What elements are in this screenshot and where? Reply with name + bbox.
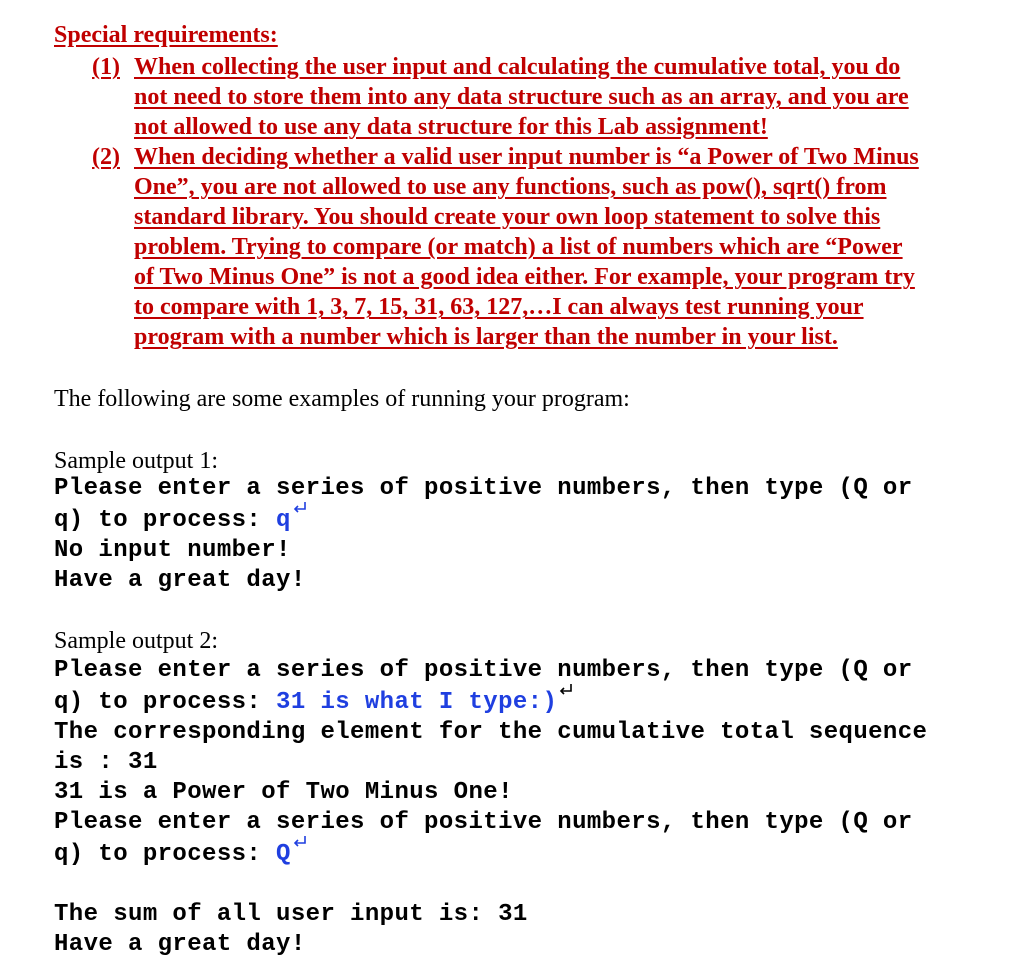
requirement-line: When collecting the user input and calculating the cumulative total, you do xyxy=(134,54,901,80)
console-line xyxy=(54,688,573,718)
console-line: The corresponding element for the cumulative total sequence xyxy=(54,719,928,746)
requirement-line: to compare with 1, 3, 7, 15, 31, 63, 127,…I can always test running your xyxy=(134,294,864,320)
requirement-line: not need to store them into any data structure such as an array, and you are xyxy=(134,84,909,110)
intro-text: The following are some examples of running your program: xyxy=(54,386,630,412)
requirement-line: One”, you are not allowed to use any functions, such as pow(), sqrt() from xyxy=(134,174,887,200)
requirement-line: not allowed to use any data structure for this Lab assignment! xyxy=(134,114,768,140)
requirement-item-2 xyxy=(92,142,1012,352)
return-icon xyxy=(293,846,307,860)
user-input: q xyxy=(276,507,291,534)
console-line: Have a great day! xyxy=(54,931,306,958)
console-line: No input number! xyxy=(54,537,291,564)
prompt-text: q) to process: xyxy=(54,841,277,868)
return-icon xyxy=(559,694,573,708)
console-line xyxy=(54,840,307,870)
console-line: Please enter a series of positive numbers, then type (Q or xyxy=(54,809,913,836)
console-line: 31 is a Power of Two Minus One! xyxy=(54,779,513,806)
console-line: Please enter a series of positive numbers, then type (Q or xyxy=(54,475,913,502)
sample1-title: Sample output 1: xyxy=(54,448,218,474)
user-input: Q xyxy=(276,841,291,868)
requirement-line: standard library. You should create your own loop statement to solve this xyxy=(134,204,881,230)
user-input: 31 is what I type:) xyxy=(276,689,558,716)
return-icon xyxy=(293,512,307,526)
requirement-text xyxy=(134,52,1004,142)
requirement-line: program with a number which is larger than the number in your list. xyxy=(134,324,838,350)
requirement-text xyxy=(134,142,1004,352)
prompt-text: q) to process: xyxy=(54,507,277,534)
requirement-line: of Two Minus One” is not a good idea either. For example, your program try xyxy=(134,264,915,290)
requirement-number: (1) xyxy=(92,54,120,80)
console-line: Have a great day! xyxy=(54,567,306,594)
requirement-line: When deciding whether a valid user input number is “a Power of Two Minus xyxy=(134,144,919,170)
prompt-text: q) to process: xyxy=(54,689,277,716)
sample2-title: Sample output 2: xyxy=(54,628,218,654)
console-line: Please enter a series of positive numbers, then type (Q or xyxy=(54,657,913,684)
console-line: The sum of all user input is: 31 xyxy=(54,901,528,928)
requirement-item-1 xyxy=(92,52,1012,142)
requirements-heading: Special requirements: xyxy=(54,22,278,48)
requirement-number: (2) xyxy=(92,144,120,170)
console-line: is : 31 xyxy=(54,749,158,776)
requirement-line: problem. Trying to compare (or match) a list of numbers which are “Power xyxy=(134,234,903,260)
console-line xyxy=(54,506,307,536)
